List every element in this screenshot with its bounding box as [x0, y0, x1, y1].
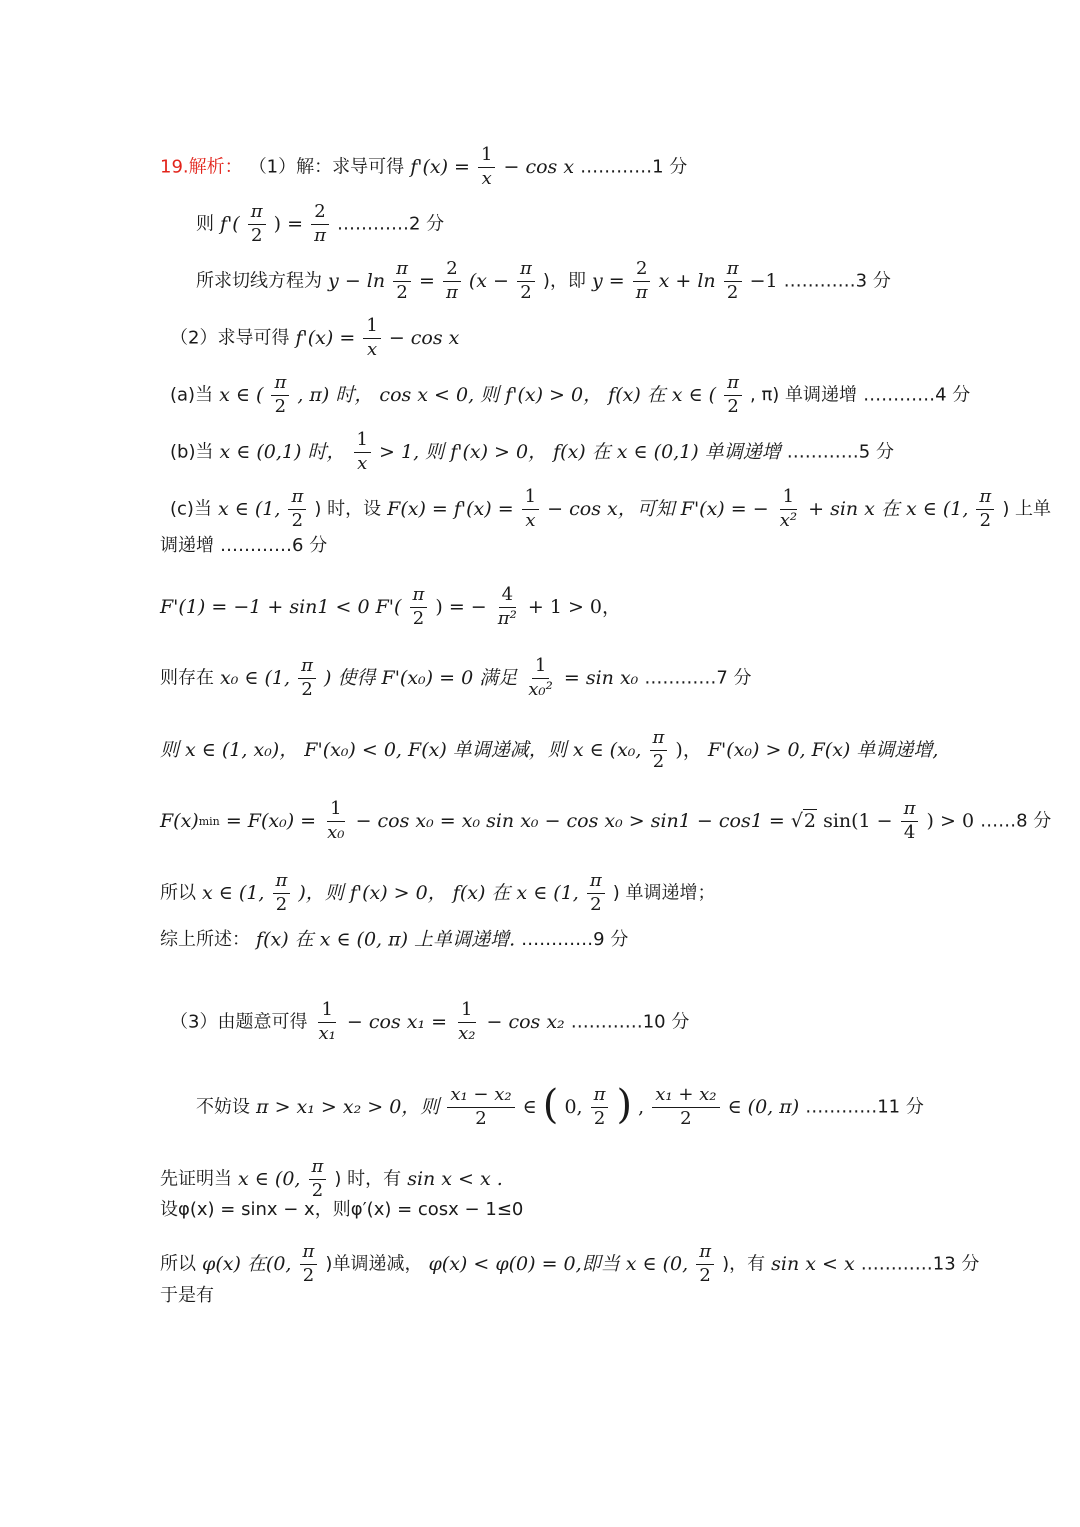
expr: x ∈ (0, [238, 1167, 301, 1190]
fraction: $\frac{1}{\text{x²}}$ [779, 486, 798, 531]
case-c [170, 488, 1051, 531]
score-5: …………5 分 [786, 441, 894, 463]
fraction: $\frac{1}{x}$ [522, 488, 539, 531]
score-7: …………7 分 [644, 667, 752, 689]
expr: > 1, 则 f'(x) > 0， [379, 440, 548, 463]
score-2: …………2 分 [336, 213, 445, 235]
prove-line [160, 1158, 503, 1201]
expr: )，即 [542, 270, 586, 292]
expr: = F(x₀) = [225, 809, 317, 832]
tangent-label: 所求切线方程为 [196, 270, 322, 292]
expr: − cos x₀ = x₀ sin x₀ − cos x₀ > sin1 − cos1 = [355, 809, 785, 832]
expr: φ(x) < φ(0) = 0,即当 [428, 1252, 620, 1275]
expr: 所以 [160, 1253, 196, 1275]
fraction: $\frac{\text{x₁ + x₂}}{2}$ [652, 1086, 719, 1129]
expr: , [638, 1095, 645, 1118]
subscript: min [198, 814, 220, 828]
f-prime-values [160, 586, 621, 629]
expr: π > x₁ > x₂ > 0，则 [256, 1095, 440, 1118]
big-paren: ( [542, 1082, 559, 1129]
expr: ∈ (0, π) [727, 1095, 800, 1118]
monotonic-line [160, 729, 938, 772]
fraction: $\frac{\pi}{2}$ [393, 260, 411, 303]
expr: ) = − [435, 595, 487, 618]
expr: 则存在 [160, 667, 214, 689]
expr: f(x) 在 x ∈ (0,1) 单调递增 [553, 440, 781, 463]
fraction: $\frac{\pi}{2}$ [288, 488, 306, 531]
expr: sin x < x . [407, 1167, 503, 1190]
deriv-expr: f'(x) = [410, 155, 470, 178]
then-label: 则 [196, 213, 214, 235]
fraction: $\frac{\pi}{2}$ [976, 488, 994, 531]
expr: −1 [749, 269, 778, 292]
score-9: …………9 分 [521, 929, 629, 950]
expr: , π) 时， [297, 383, 374, 406]
expr: 调递增 [160, 535, 214, 556]
part2-intro: （2）求导可得 [170, 327, 290, 349]
expr: F(x) [160, 809, 199, 832]
part1-line2 [196, 203, 444, 246]
fraction: $\frac{1}{x}$ [363, 317, 380, 360]
fraction: $\frac{1}{\text{x₂}}$ [458, 999, 476, 1044]
fraction: $\frac{\pi}{2}$ [591, 1086, 609, 1129]
part1-line1 [160, 146, 687, 189]
f-close: ) = [273, 212, 304, 235]
score-11: …………11 分 [805, 1096, 924, 1118]
fraction: $\frac{2}{\pi}$ [443, 260, 461, 303]
expr: − cos x [388, 326, 460, 349]
expr: − cos x₁ = [346, 1010, 448, 1033]
fraction: $\frac{\pi}{2}$ [271, 374, 289, 417]
fraction: $\frac{\pi}{2}$ [248, 203, 266, 246]
expr: )单调递减， [325, 1253, 423, 1275]
fraction: $\frac{\pi}{2}$ [724, 260, 742, 303]
expr: + 1 > 0， [527, 595, 622, 618]
expr: x ∈ (1, [218, 497, 281, 520]
expr: 0, [564, 1095, 583, 1118]
part2-intro-line [170, 317, 459, 360]
expr: 所以 [160, 882, 196, 904]
expr: 不妨设 [196, 1096, 250, 1118]
part1-line3 [196, 260, 891, 303]
minus-cos: − cos x [503, 155, 575, 178]
phi-line [160, 1200, 523, 1219]
f-at: f'( [220, 212, 240, 235]
fraction: $\frac{1}{\text{x₁}}$ [318, 999, 336, 1044]
fraction: $\frac{1}{x}$ [354, 431, 371, 474]
expr: sin x < x [771, 1252, 855, 1275]
expr: sin(1 − [823, 809, 893, 832]
expr: φ(x) 在(0, [202, 1252, 292, 1275]
existence-line [160, 657, 752, 700]
case-a [170, 374, 970, 417]
fraction: $\frac{\pi}{2}$ [517, 260, 535, 303]
sqrt-sign: √ [790, 809, 803, 832]
wlog-line [196, 1082, 924, 1129]
so-line [160, 872, 716, 915]
fraction: $\frac{1}{\text{x₀²}}$ [528, 655, 553, 700]
expr: = sin x₀ [563, 666, 639, 689]
expr: x ∈ (1, [202, 881, 265, 904]
fraction: $\frac{\pi}{2}$ [298, 657, 316, 700]
expr: f(x) 在 x ∈ (0, π) 上单调递增. [256, 928, 516, 951]
case-label: (b)当 [170, 441, 214, 463]
fraction: $\frac{\pi}{2}$ [410, 586, 428, 629]
expr: = [419, 269, 435, 292]
fraction: $\frac{\pi}{2}$ [724, 374, 742, 417]
expr: y − ln [328, 269, 386, 292]
expr: ) 上单 [1002, 498, 1052, 520]
expr: x + ln [658, 269, 716, 292]
minimum-line [160, 800, 1051, 843]
expr: ) 单调递增； [612, 882, 716, 904]
expr: )，有 [722, 1253, 766, 1275]
score-10: …………10 分 [570, 1011, 690, 1033]
expr: )，则 f'(x) > 0， [298, 881, 447, 904]
fraction: $\frac{\pi}{2}$ [650, 729, 668, 772]
expr: ) 时，设 [314, 498, 382, 520]
score-8: ……8 分 [980, 810, 1052, 832]
score-3: …………3 分 [783, 270, 891, 292]
fraction: $\frac{4}{\text{π²}}$ [497, 584, 517, 629]
expr: f(x) 在 x ∈ ( [608, 383, 717, 406]
fraction: $\frac{\pi}{2}$ [309, 1158, 327, 1201]
expr: (x − [468, 269, 509, 292]
expr: y = [592, 269, 625, 292]
expr: ) > 0 [926, 809, 975, 832]
expr: x₀ ∈ (1, [220, 666, 291, 689]
problem-label: 19.解析： [160, 156, 243, 178]
expr: 于是有 [160, 1285, 214, 1306]
score-13: …………13 分 [860, 1253, 980, 1275]
expr: − cos x，可知 [547, 497, 675, 520]
part1-intro: （1）解：求导可得 [248, 156, 405, 178]
fraction: $\frac{\pi}{2}$ [587, 872, 605, 915]
expr: x ∈ ( [219, 383, 264, 406]
big-paren: ) [616, 1082, 633, 1129]
fraction: $\frac{1}{\text{x₀}}$ [327, 798, 345, 843]
expr: f'(x) = [295, 326, 356, 349]
fraction: $\frac{1}{x}$ [478, 146, 495, 189]
sqrt-body: 2 [803, 809, 817, 832]
expr: cos x < 0, 则 f'(x) > 0， [379, 383, 603, 406]
summary-line [160, 930, 628, 950]
expr: ) 使得 F'(x₀) = 0 满足 [324, 666, 518, 689]
expr: F(x) = f'(x) = [387, 497, 514, 520]
expr: F'(x₀) < 0, F(x) 单调递减，则 x ∈ (x₀, [304, 738, 642, 761]
expr: 则 x ∈ (1, x₀)， [160, 738, 299, 761]
expr: 设φ(x) = sinx − x，则φ′(x) = cosx − 1≤0 [160, 1199, 524, 1220]
case-c-cont [160, 536, 327, 555]
case-b [170, 431, 894, 474]
expr: F'(x) = − [680, 497, 769, 520]
expr: + sin x 在 x ∈ (1, [808, 497, 969, 520]
score-1: …………1 分 [580, 156, 688, 178]
expr: F'(x₀) > 0, F(x) 单调递增, [707, 738, 939, 761]
fraction: $\frac{\pi}{4}$ [901, 800, 919, 843]
fraction: $\frac{\text{x₁ − x₂}}{2}$ [447, 1086, 514, 1129]
fraction: $\frac{2}{\pi}$ [633, 260, 651, 303]
score-4: …………4 分 [863, 384, 971, 406]
score-6: …………6 分 [220, 535, 328, 556]
fraction: $\frac{2}{\pi}$ [311, 203, 329, 246]
expr: F'(1) = −1 + sin1 < 0 [160, 595, 370, 618]
part3-intro-line [170, 1001, 689, 1044]
fraction: $\frac{\pi}{2}$ [273, 872, 291, 915]
expr: x ∈ (0,1) 时， [219, 440, 346, 463]
expr: ∈ [522, 1095, 537, 1118]
expr: , π) 单调递增 [750, 384, 858, 406]
expr: f(x) 在 x ∈ (1, [452, 881, 579, 904]
case-label: (a)当 [170, 384, 214, 406]
expr: 综上所述： [160, 929, 250, 950]
fraction: $\frac{\pi}{2}$ [300, 1243, 318, 1286]
expr: x ∈ (0, [625, 1252, 689, 1275]
fraction: $\frac{\pi}{2}$ [696, 1243, 714, 1286]
expr: F'( [375, 595, 402, 618]
expr: 先证明当 [160, 1168, 232, 1190]
decreasing-line [160, 1243, 979, 1286]
case-label: (c)当 [170, 498, 212, 520]
expr: ) 时，有 [334, 1168, 402, 1190]
expr: − cos x₂ [486, 1010, 565, 1033]
part3-intro: （3）由题意可得 [170, 1011, 308, 1033]
expr: )， [675, 738, 702, 761]
then-line [160, 1286, 214, 1305]
